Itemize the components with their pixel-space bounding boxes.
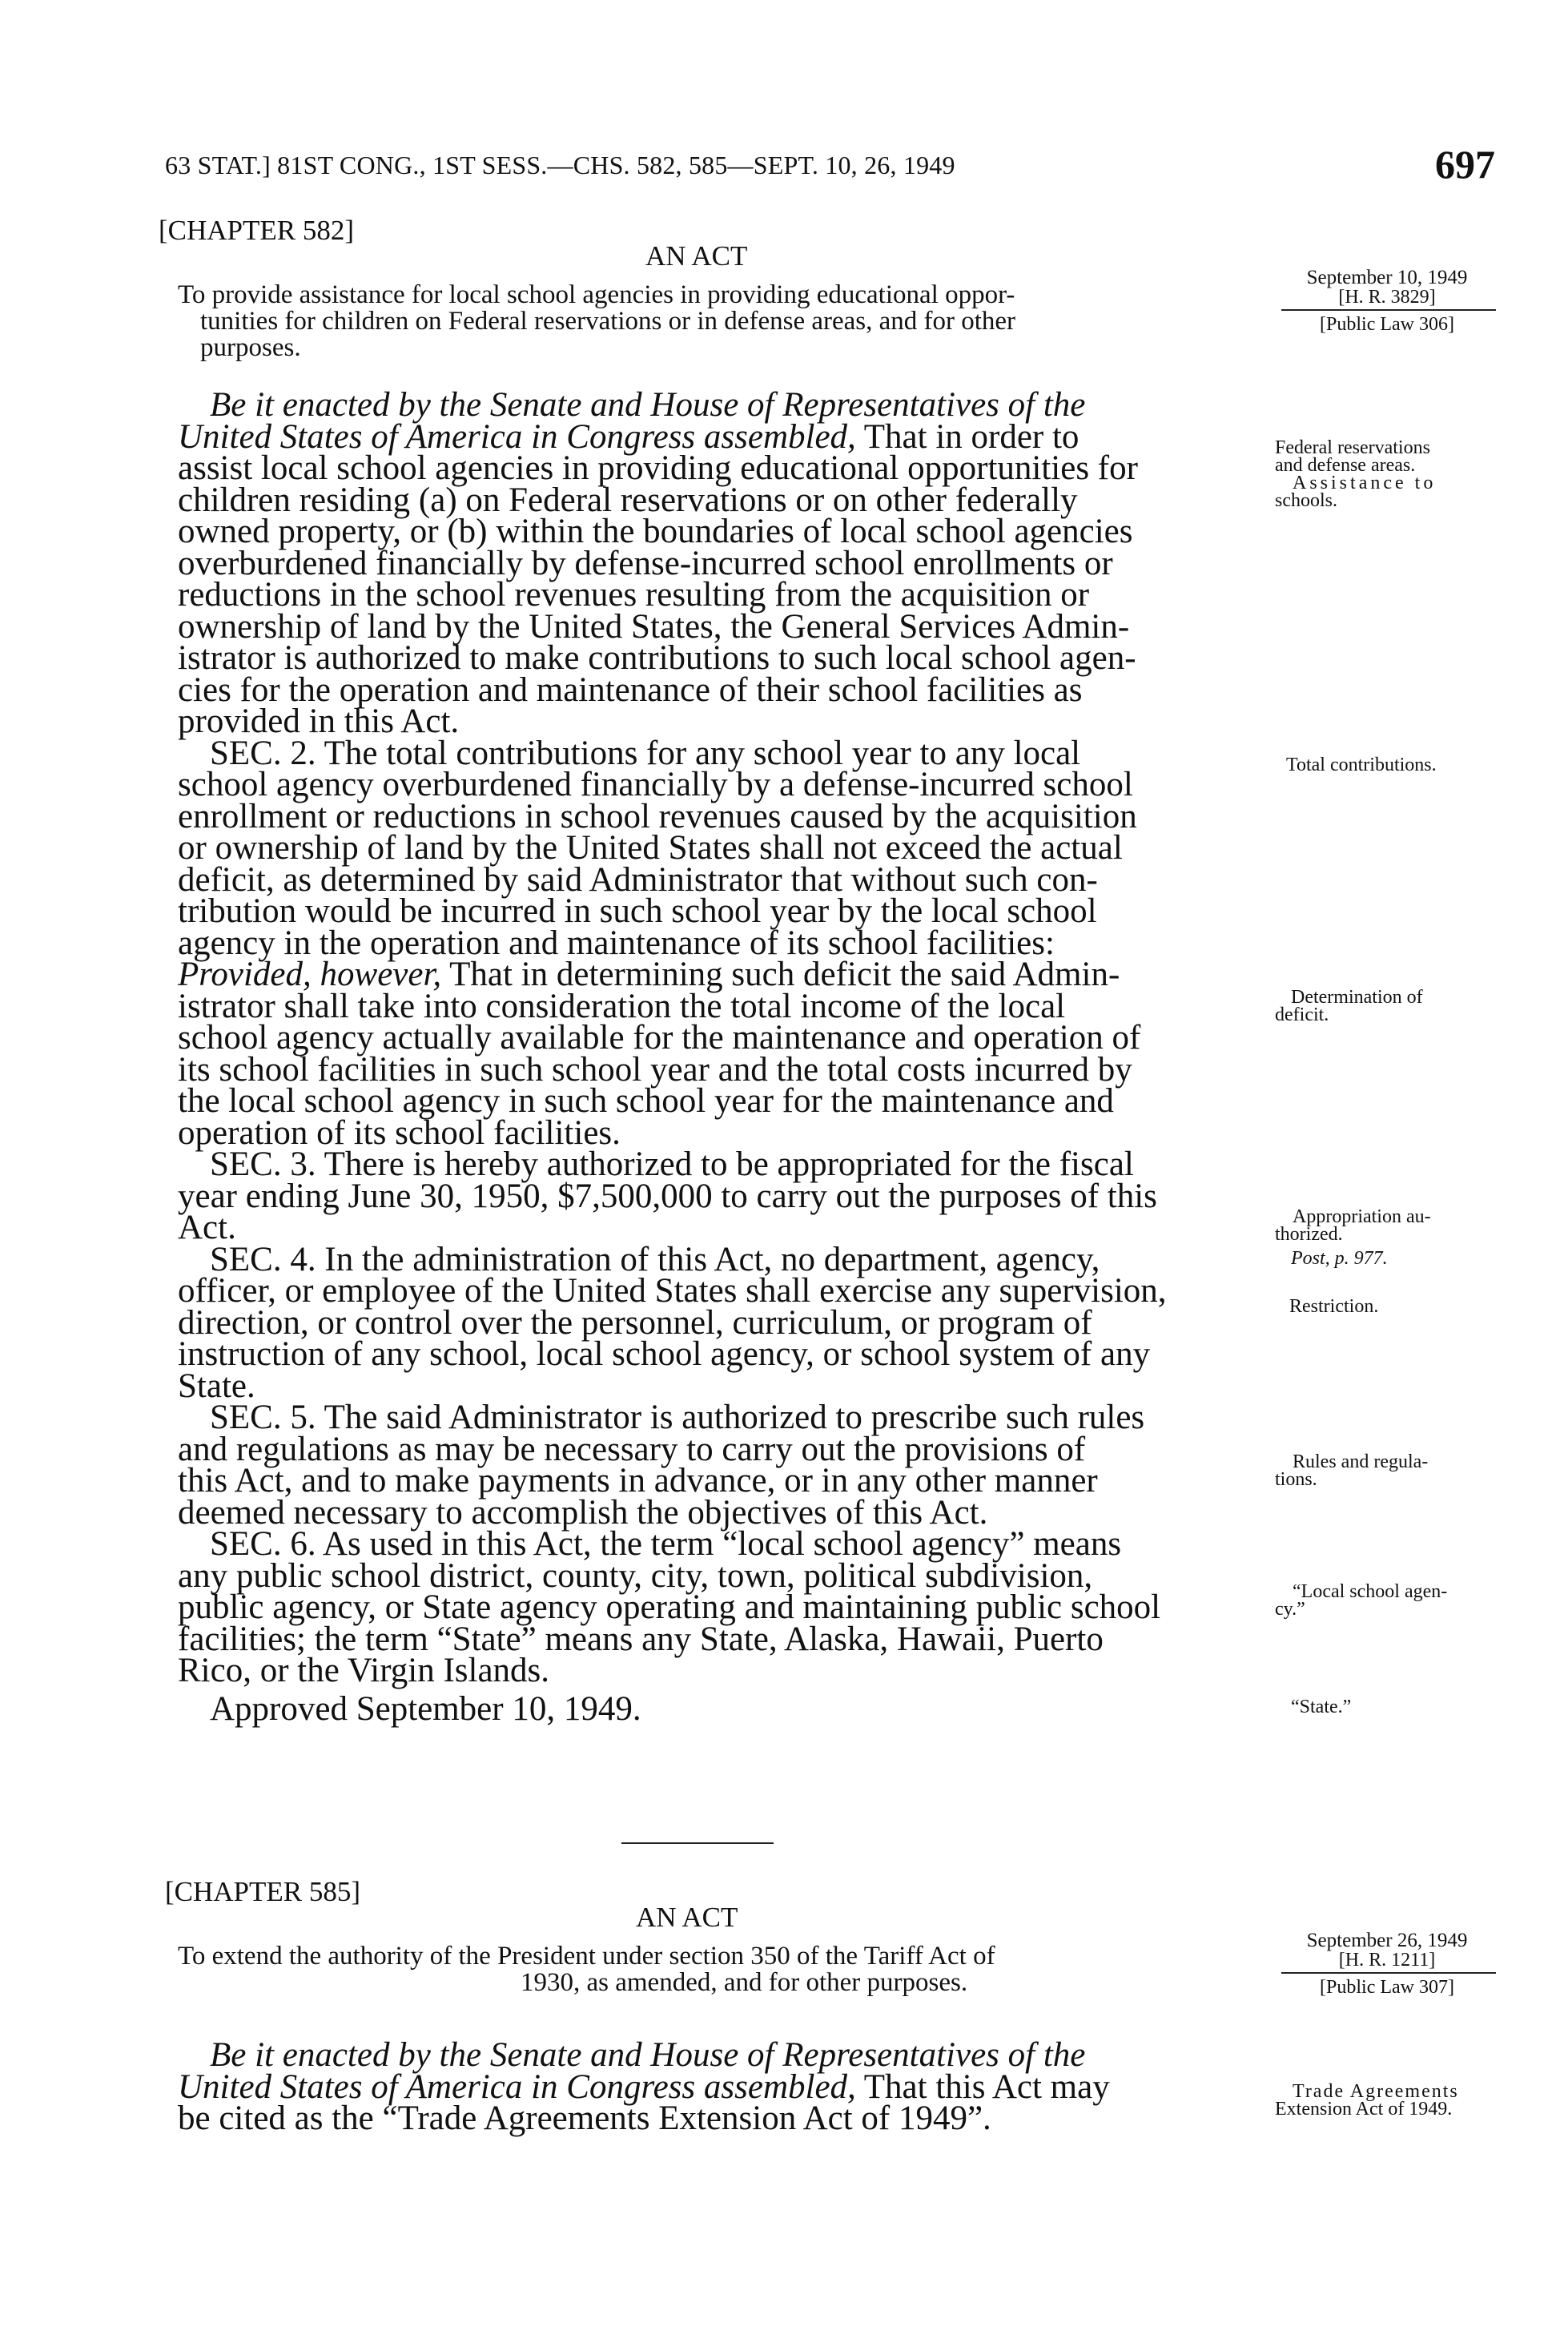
body-line: assist local school agencies in providing educational opportunities for: [178, 449, 1138, 487]
margin-note-line: Determination of: [1291, 987, 1423, 1008]
chapter-585-body: [178, 2036, 1251, 2137]
margin-note-post: [1291, 1250, 1388, 1267]
body-line: istrator shall take into consideration the total income of the local: [178, 987, 1066, 1025]
chapter-582-label: [CHAPTER 582]: [159, 215, 355, 246]
margin-note-restriction: Restriction.: [1289, 1296, 1379, 1317]
enacting-italic: Be it enacted by the Senate and House of Representatives of the: [210, 2036, 1086, 2074]
body-line: and regulations as may be necessary to carry out the provisions of: [178, 1430, 1086, 1468]
margin-note-line: schools.: [1275, 490, 1337, 511]
chapter-582-margin-law: [Public Law 306]: [1320, 314, 1454, 335]
enacting-clause-2: [178, 417, 1251, 456]
body-text: The said Administrator is authorized to prescribe such rules: [316, 1399, 1145, 1436]
body-line: tribution would be incurred in such school year by the local school: [178, 892, 1097, 930]
body-line: agency in the operation and maintenance of its school facilities:: [178, 924, 1055, 962]
body-line: children residing (a) on Federal reservations or on other federally: [178, 481, 1078, 519]
body-text: There is hereby authorized to be appropriated for the fiscal: [316, 1145, 1134, 1183]
purpose-line: 1930, as amended, and for other purposes.: [521, 1968, 968, 1997]
running-head: 63 STAT.] 81ST CONG., 1ST SESS.—CHS. 582, 585—SEPT. 10, 26, 1949: [165, 151, 955, 179]
margin-note-trade-agreements: [1275, 2083, 1459, 2118]
margin-note-line: “Local school agen-: [1293, 1581, 1448, 1602]
margin-note-line: and defense areas.: [1275, 455, 1416, 476]
margin-note-line: Trade Agreements: [1293, 2081, 1459, 2102]
body-line: direction, or control over the personnel, curriculum, or program of: [178, 1303, 1092, 1342]
body-line: deficit, as determined by said Administrator that without such con-: [178, 860, 1098, 899]
margin-note-line: tions.: [1275, 1469, 1317, 1490]
purpose-line: purposes.: [200, 333, 301, 362]
body-line: provided in this Act.: [178, 702, 460, 740]
page-number: 697: [1435, 142, 1495, 187]
body-line: Act.: [178, 1209, 236, 1246]
body-text: That this Act may: [855, 2067, 1110, 2106]
body-line: enrollment or reductions in school revenues caused by the acquisition: [178, 797, 1137, 835]
purpose-line: tunities for children on Federal reservations or in defense areas, and for other: [200, 307, 1016, 336]
body-line: deemed necessary to accomplish the objectives of this Act.: [178, 1493, 988, 1532]
body-line: public agency, or State agency operating and maintaining public school: [178, 1588, 1161, 1626]
sec-6-label: SEC. 6.: [210, 1525, 316, 1563]
body-line: its school facilities in such school year and the total costs incurred by: [178, 1050, 1132, 1089]
body-line: officer, or employee of the United States shall exercise any supervision,: [178, 1272, 1167, 1310]
margin-note-line: thorized.: [1275, 1224, 1343, 1245]
body-line: facilities; the term “State” means any State, Alaska, Hawaii, Puerto: [178, 1620, 1104, 1658]
enacting-italic: Be it enacted by the Senate and House of Representatives of the: [210, 386, 1086, 424]
body-text: That in determining such deficit the said Admin-: [441, 956, 1120, 993]
body-line: operation of its school facilities.: [178, 1113, 621, 1152]
margin-note-federal: [1275, 439, 1430, 474]
body-line: or ownership of land by the United States shall not exceed the actual: [178, 829, 1123, 867]
margin-note-local-school-agency: [1275, 1583, 1447, 1618]
chapter-separator-rule: [621, 1842, 774, 1844]
chapter-585-margin-law: [Public Law 307]: [1320, 1977, 1454, 1998]
sec-6-line: [178, 1525, 1251, 1563]
provided-line: [178, 956, 1251, 993]
body-line: any public school district, county, city, town, political subdivision,: [178, 1556, 1093, 1595]
body-line: this Act, and to make payments in advance, or in any other manner: [178, 1462, 1098, 1500]
margin-note-line: Extension Act of 1949.: [1275, 2099, 1453, 2120]
margin-note-line: Federal reservations: [1275, 437, 1430, 458]
chapter-582-body: [178, 386, 1251, 1728]
chapter-585-an-act: AN ACT: [636, 1902, 738, 1933]
margin-note-line: cy.”: [1275, 1599, 1305, 1620]
margin-note-rules: [1275, 1453, 1428, 1488]
body-text: In the administration of this Act, no department, agency,: [316, 1240, 1100, 1278]
purpose-line: To extend the authority of the President under section 350 of the Tariff Act of: [178, 1942, 995, 1971]
body-line: State.: [178, 1367, 255, 1405]
margin-rule: [1281, 1972, 1496, 1974]
sec-3-line: [178, 1145, 1251, 1183]
margin-note-determination: [1275, 988, 1423, 1024]
chapter-582-purpose: [178, 282, 1015, 361]
body-line: istrator is authorized to make contributions to such local school agen-: [178, 639, 1136, 677]
margin-note-state: “State.”: [1291, 1697, 1352, 1717]
body-line: reductions in the school revenues resulting from the acquisition or: [178, 576, 1090, 614]
body-text: As used in this Act, the term “local school agency” means: [316, 1525, 1122, 1563]
body-line: cies for the operation and maintenance of their school facilities as: [178, 670, 1083, 709]
enacting-italic: United States of America in Congress assembled,: [178, 2067, 856, 2106]
sec-3-label: SEC. 3.: [210, 1145, 316, 1183]
margin-note-appropriation: [1275, 1208, 1431, 1243]
enacting-clause: [178, 386, 1251, 424]
chapter-582-an-act: AN ACT: [645, 240, 748, 272]
body-line: year ending June 30, 1950, $7,500,000 to carry out the purposes of this: [178, 1177, 1157, 1215]
body-line: ownership of land by the United States, the General Services Admin-: [178, 607, 1130, 646]
body-line: owned property, or (b) within the boundaries of local school agencies: [178, 513, 1133, 550]
chapter-585-margin-date: September 26, 1949: [1306, 1930, 1468, 1951]
enacting-clause-2: [178, 2067, 1251, 2106]
sec-4-label: SEC. 4.: [210, 1240, 316, 1278]
provided-italic: Provided, however,: [178, 956, 442, 993]
margin-note-total: Total contributions.: [1286, 755, 1437, 775]
chapter-585-margin-bill: [H. R. 1211]: [1338, 1950, 1436, 1971]
enacting-clause: [178, 2036, 1251, 2074]
sec-2-line: [178, 734, 1251, 772]
body-line: instruction of any school, local school agency, or school system of any: [178, 1335, 1151, 1373]
body-line: Rico, or the Virgin Islands.: [178, 1652, 550, 1689]
margin-note-line: Post, p. 977.: [1291, 1248, 1388, 1269]
chapter-585-purpose: [178, 1943, 995, 1996]
margin-note-line: Rules and regula-: [1293, 1451, 1429, 1472]
purpose-line: To provide assistance for local school agencies in providing educational oppor-: [178, 280, 1015, 309]
margin-rule: [1281, 309, 1496, 311]
sec-2-label: SEC. 2.: [210, 734, 316, 772]
enacting-italic: United States of America in Congress assembled,: [178, 417, 856, 456]
chapter-585-label: [CHAPTER 585]: [165, 1876, 361, 1907]
body-line: school agency actually available for the maintenance and operation of: [178, 1019, 1141, 1057]
chapter-582-margin-date: September 10, 1949: [1306, 267, 1468, 288]
sec-4-line: [178, 1240, 1251, 1278]
body-line: be cited as the “Trade Agreements Extension Act of 1949”.: [178, 2099, 991, 2137]
margin-note-assistance: [1275, 474, 1436, 509]
body-text: That in order to: [855, 417, 1080, 456]
margin-note-line: deficit.: [1275, 1004, 1329, 1025]
sec-5-line: [178, 1399, 1251, 1436]
body-text: The total contributions for any school year to any local: [316, 734, 1081, 772]
body-line: the local school agency in such school year for the maintenance and: [178, 1082, 1114, 1120]
body-line: school agency overburdened financially by a defense-incurred school: [178, 766, 1133, 803]
chapter-582-margin-bill: [H. R. 3829]: [1338, 287, 1436, 308]
margin-note-line: Appropriation au-: [1293, 1206, 1431, 1227]
approved-line: Approved September 10, 1949.: [210, 1689, 641, 1728]
sec-5-label: SEC. 5.: [210, 1399, 316, 1436]
body-line: overburdened financially by defense-incurred school enrollments or: [178, 544, 1113, 582]
margin-note-line: Assistance to: [1293, 473, 1437, 493]
